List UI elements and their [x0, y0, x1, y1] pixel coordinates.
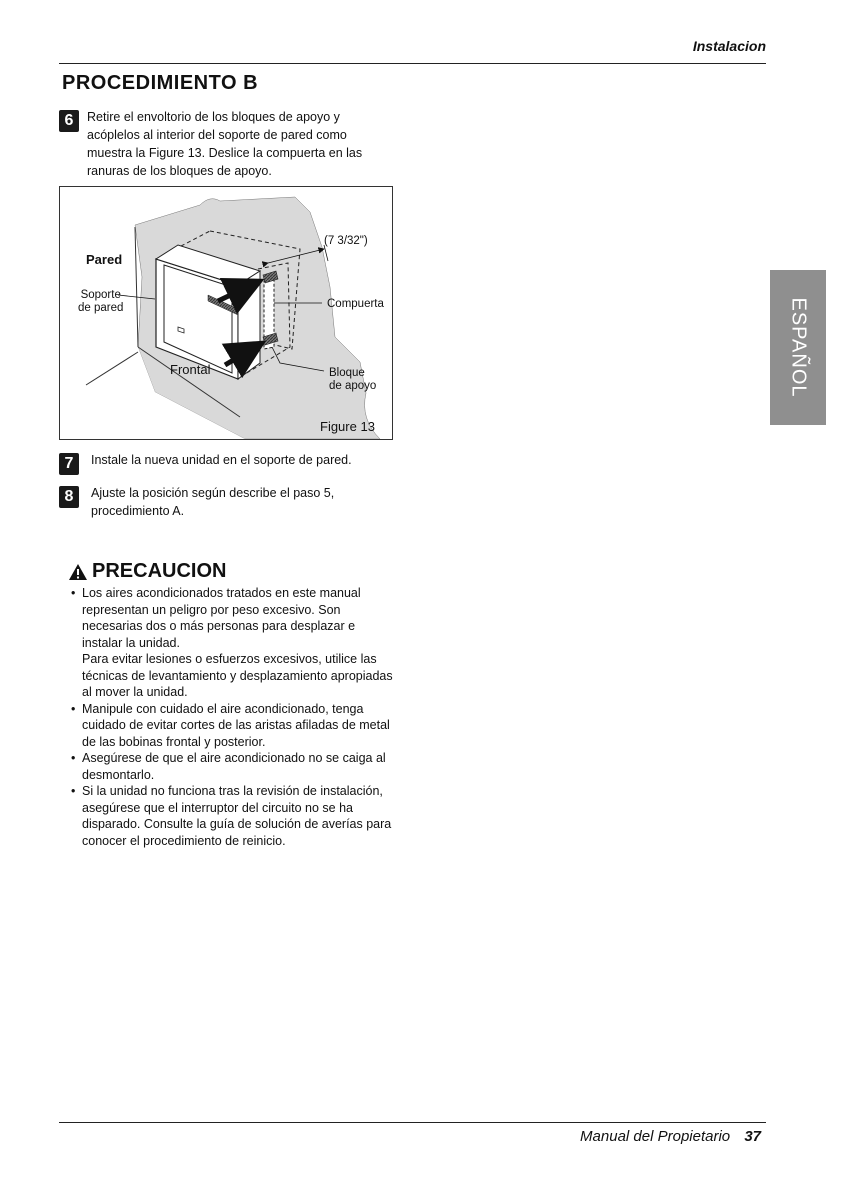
step-number-badge: 7 [59, 453, 79, 475]
caution-item [68, 585, 398, 701]
bloque-label-line1: Bloque [329, 367, 365, 379]
bloque-label [329, 367, 376, 393]
caution-item [68, 783, 398, 849]
bloque-label-line2: de apoyo [329, 380, 377, 392]
language-tab [770, 270, 826, 425]
soporte-label-line2: de pared [78, 302, 124, 314]
dimension-label: (7 3/32") [324, 235, 368, 247]
page-number: 37 [744, 1128, 761, 1145]
caution-section [68, 560, 398, 849]
language-tab-label: ESPAÑOL [787, 297, 810, 398]
figure-caption: Figure 13 [320, 419, 375, 434]
caution-list [68, 585, 398, 849]
page-title: PROCEDIMIENTO B [62, 72, 259, 94]
caution-item-text: Manipule con cuidado el aire acondicionado, tenga cuidado de evitar cortes de las aristas afiladas de metal de las bobinas frontal y posterior. [82, 701, 390, 749]
caution-item-extra: Para evitar lesiones o esfuerzos excesivos, utilice las técnicas de levantamiento y desplazamiento apropiadas al mover la unidad. [82, 652, 393, 699]
bullet-icon: • [71, 784, 76, 798]
step-8 [59, 484, 395, 520]
step-number-badge: 8 [59, 486, 79, 508]
caution-item-text: Los aires acondicionados tratados en este manual representan un peligro por peso excesivo. Son necesarias dos o más personas para desplazar e instalar la unidad. [82, 586, 361, 650]
frontal-label: Frontal [170, 362, 211, 377]
step-text: Retire el envoltorio de los bloques de apoyo y acóplelos al interior del soporte de pared como muestra la Figure 13. Deslice la compuerta en las ranuras de los bloques de apoyo. [87, 110, 363, 178]
figure-13 [59, 186, 393, 440]
caution-item-text: Si la unidad no funciona tras la revisión de instalación, asegúrese que el interruptor del circuito no se ha disparado. Consulte la guía de solución de averías para conocer el procedimiento de reinicio. [82, 784, 392, 848]
header-divider [59, 63, 766, 64]
soporte-label-line1: Soporte [80, 289, 121, 301]
step-6 [59, 108, 395, 180]
caution-title: PRECAUCION [92, 560, 227, 582]
warning-icon [68, 563, 88, 581]
compuerta-label: Compuerta [327, 298, 384, 310]
header-section-title: Instalacion [692, 38, 766, 54]
step-number-badge: 6 [59, 110, 79, 132]
caution-item-text: Asegúrese de que el aire acondicionado no se caiga al desmontarlo. [82, 751, 386, 782]
bullet-icon: • [71, 586, 76, 600]
footer-divider [59, 1122, 766, 1123]
step-7 [59, 451, 395, 472]
caution-item [68, 750, 398, 783]
footer [580, 1128, 761, 1145]
bullet-icon: • [71, 751, 76, 765]
step-text: Instale la nueva unidad en el soporte de pared. [91, 453, 352, 467]
pared-label: Pared [86, 252, 123, 267]
step-text: Ajuste la posición según describe el paso 5, procedimiento A. [91, 486, 335, 518]
footer-manual-title: Manual del Propietario [580, 1128, 731, 1145]
caution-heading [68, 560, 398, 583]
caution-item [68, 701, 398, 751]
bullet-icon: • [71, 701, 76, 716]
soporte-label [78, 289, 123, 315]
